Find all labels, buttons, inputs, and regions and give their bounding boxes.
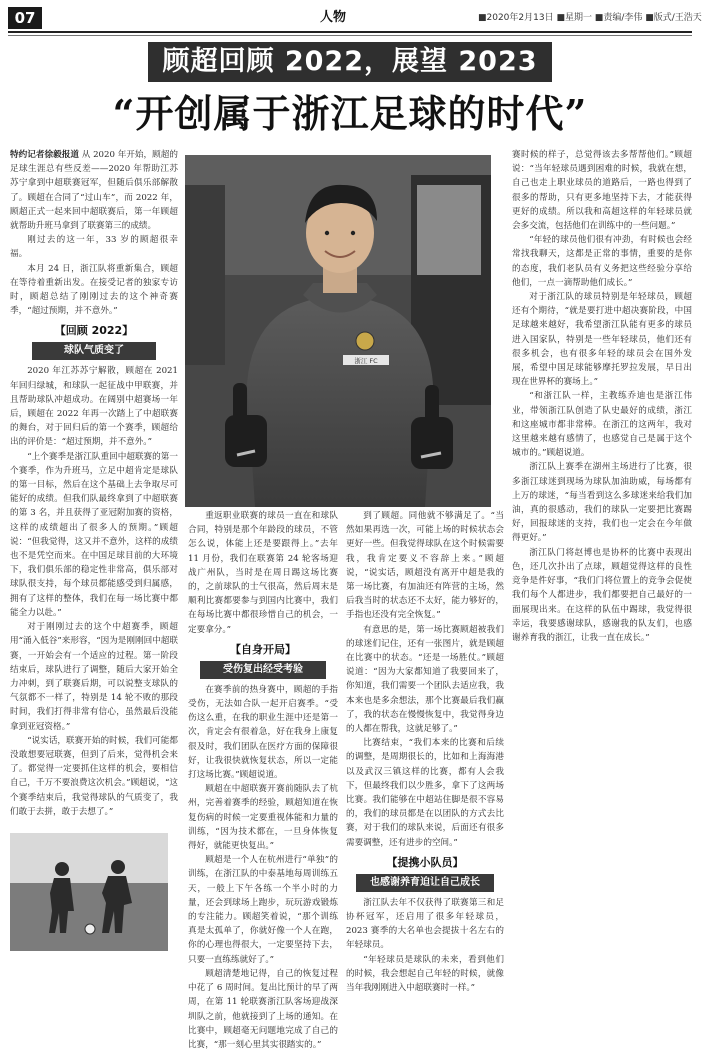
subhead-box: 也感谢养育迫让自己成长 (356, 874, 494, 892)
subhead-box: 球队气质变了 (32, 342, 156, 360)
paragraph: 对于刚刚过去的这个中超赛季，顾超用“涌入低谷”来形容，“因为是刚刚回中超联赛，一开始会有一个适应的过程。第一阶段结束后，球队进行了调整，随后大家开始全力冲刺，到了联赛后期，可以说整支球队的气氛都不一样了，特别是 14 轮不败的那段时间，我们打得非常有信心，虽然最后没能拿到亚冠资格。” (10, 622, 178, 732)
section-label: 人物 (320, 10, 347, 25)
header-rule (8, 31, 692, 33)
subhead-box: 受伤复出经受考验 (200, 661, 326, 679)
paragraph: 有意思的是，第一场比赛顾超被我们的球迷们记住，还有一张图片，就是顾超在比赛中的状态。“还是一场胜仗。”顾超说道：“因为大家都知道了我要回来了，你知道，我们需要一个团队去适应我，我本来也是多余想法，那个比赛最后我们赢了，我的状态在慢慢恢复中，我觉得身边的人都在帮我，这就足够了。” (346, 624, 504, 735)
byline: 特约记者徐毅报道 (10, 150, 79, 160)
subhead: 【回顾 2022】 (54, 324, 134, 338)
headline: “开创属于浙江足球的时代” (112, 91, 588, 136)
paragraph: 重返职业联赛的球员一直在和球队合同，特别是那个年龄段的球员，不管怎么说，体能上还是要跟得上。”去年 11 月份，我们在联赛第 24 轮客场迎战广州队，当时是在周日踢这场比赛的，之前球队的士气很高，然后周末是顺利比赛都要参与到国内比赛中，我们在每场比赛中都很珍惜自己的机会，一定要拿分。” (188, 511, 338, 635)
paragraph: “年轻球员是球队的未来，看到他们的时候，我会想起自己年轻的时候，就像当年我刚刚进入中超联赛时一样。” (346, 954, 504, 994)
paragraph: 从 2020 年开始，顾超的足球生涯总有些反差——2020 年帮助江苏苏宁拿到中超联赛冠军，但随后俱乐部解散了。顾超在合同了“过山车”，而 2022 年，顾超正式一起来回中超联赛后，第一年顾超就帮助升班马拿到了联赛第三的成绩。 (10, 150, 178, 232)
training-photo-illustration (10, 833, 168, 951)
paragraph: 对于浙江队的球员特别是年轻球员，顾超还有个期待，“就是要打进中超决赛阶段，中国足球越来越好，我希望浙江队能有更多的球员进入国家队，特别是一些年轻球员，他们还有很多机会，也有很多年轻的球员会在国外发展，希望中国足球能够摩托罗拉发展，早日出现在世界杯的赛场上。” (512, 292, 692, 388)
kicker-banner: 顾超回顾 2022，展望 2023 (148, 42, 552, 82)
article-column-2 (188, 509, 338, 1050)
paragraph: 顾超在中超联赛开赛前随队去了杭州，完善着赛季的经验，顾超知道在恢复伤病的时候一定要重视体能和力量的训练，“因为技术都在，一旦身体恢复得好，就能更快复出。” (188, 784, 338, 852)
paragraph: “年轻的球员他们很有冲劲，有时候也会经常找我聊天，这都是正常的事情，重要的是你的态度，我们老队员有义务把这些经验分享给他们，一点一滴帮助他们成长。” (512, 235, 692, 288)
issue-info: ■2020年2月13日 ■星期一 ■责编/李伟 ■版式/王浩天 (478, 13, 702, 23)
main-photo (185, 155, 491, 507)
paragraph: 浙江队去年不仅获得了联赛第三和足协杯冠军，还启用了很多年轻球员，2023 赛季的大名单也会提拔十名左右的年轻球员。 (346, 897, 504, 951)
paragraph: 比赛结束，“我们本来的比赛和后续的调整，是周期很长的，比如和上海海港以及武汉三镇这样的比赛，都有人会我下，但最终我们以少胜多，拿下了这两场比赛。我们能够在中超站住脚是很不容易的，我们的球员都是在以团队的方式去比赛，对于我们的球队来说，后面还有很多需要调整，还有进步的空间。” (346, 738, 504, 848)
subhead: 【自身开局】 (230, 642, 296, 656)
paragraph: “和浙江队一样，主教练乔迪也是浙江伟业，带领浙江队创造了队史最好的成绩，浙江和这座城市都非常棒。在浙江的这两年，我对这里越来越有感情了，也感觉自己是属于这个城市的。”顾超说道。 (512, 391, 692, 459)
subhead: 【提携小队员】 (386, 855, 464, 869)
jersey-badge-text: 浙江 FC (354, 357, 378, 365)
article-column-4 (512, 148, 692, 958)
paragraph: 顾超清楚地记得，自己的恢复过程中花了 6 周时间。复出比预计的早了两周，在第 11 轮联赛浙江队客场迎战深圳队之前，他就接到了上场的通知。在比赛中，顾超毫无问题地完成了自己的比赛，“那一刻心里其实很踏实的。” (188, 968, 338, 1050)
article-column-1 (10, 148, 178, 831)
page-number: 07 (8, 7, 42, 29)
header-rule-thin (8, 35, 692, 36)
paragraph: 浙江队门将赵博也是协杯的比赛中表现出色，还几次扑出了点球，顾超觉得这样的良性竞争是件好事，“我们门将位置上的竞争会促使我们每个人都进步，我们都要把自己最好的一面展现出来。在这样的队伍中踢球，我觉得很幸运，我要感谢球队，感谢我的队友们，也感谢养育我的浙江，让我一直在成长。” (512, 547, 692, 643)
player-photo-illustration (185, 155, 491, 507)
article-column-3 (346, 509, 504, 994)
paragraph: 刚过去的这一年，33 岁的顾超很幸福。 (10, 235, 178, 260)
training-photo (10, 833, 168, 951)
paragraph: 在赛季前的热身赛中，顾超的手指受伤，无法如合队一起开启赛季。“受伤这么重，在我的职业生涯中还是第一次，肯定会有很着急，好在我身上康复很及时，我们团队在医疗方面的保障很好，让我很快就恢复状态，所以一定能打这场比赛。”顾超说道。 (188, 684, 338, 781)
paragraph: 到了顾超。同他就不够满足了。“当然如果再选一次，可能上场的时候状态会更好一些。但我觉得球队在这个时候需要我，我肯定要义不容辞上来。”顾超说，“说实话，顾超没有离开中超是我的第一场比赛，有加油还有阵营的主场，然后我当时的状态还不太好，能力够好的，手指也还没有完全恢复。” (346, 511, 504, 621)
paragraph: 赛时候的样子，总觉得该去多帮帮他们。”顾超说：“当年轻球员遇到困难的时候，我就在想，自己也走上职业球员的道路后，一路也得到了很多的帮助，只有更多地坚持下去，才能获得更好的成绩。所以我和高超这样的年轻球员就会多交流，包括他们在训练中的一些问题。” (512, 150, 692, 232)
paragraph: 本月 24 日，浙江队将重新集合，顾超在等待着重新出发。在接受记者的独家专访时，顾超总结了刚刚过去的这个神奇赛季，“超过预期，并不意外。” (10, 263, 178, 317)
paragraph: 2020 年江苏苏宁解散，顾超在 2021 年回归绿城，和球队一起征战中甲联赛，并且帮助球队冲超成功。在阔别中超赛场一年后，顾超在 2022 年再一次踏上了中超联赛的舞台，对于回归后的第一个赛季，顾超给出的评价是：“超过预期，并不意外。” (10, 366, 178, 448)
paragraph: “上个赛季是浙江队重回中超联赛的第一个赛季，作为升班马，立足中超肯定是球队的第一目标，然后在这个基础上去争取尽可能好的成绩。但我们队最终拿到了中超联赛的第 3 名，并且获得了亚冠附加赛的资格，这样的成绩超出了很多人的预期。”顾超说：“但我觉得，这又并不意外，这样的成绩也不是凭空而来。在中国足球目前的大环境下，我们俱乐部的稳定性非常高，俱乐部对球队很支持，每个球员都能感受到归属感，拥有了这样的整体，我们在每一场比赛中都能全力以赴。” (10, 451, 178, 618)
paragraph: “说实话，联赛开始的时候，我们可能都没敢想要冠联赛，但到了后来，觉得机会来了。都觉得一定要抓住这样的机会，要相信自己，千万不要浪费这次机会。”顾超说，“这个赛季结束后，我觉得球队的气质变了，我们敢于去拼，敢于去想了。” (10, 735, 178, 817)
paragraph: 浙江队上赛季在湖州主场进行了比赛，很多浙江球迷到现场为球队加油助威，每场都有上万的球迷，“每当看到这么多球迷来给我们加油，真的很感动，我们的球队一定要把比赛踢好，回报球迷的支持，我们也一定会在今年做得更好。” (512, 462, 692, 544)
paragraph: 顾超是一个人在杭州进行“单独”的训练，在浙江队的中泰基地每周训练五天，一般上下午各练一个半小时的力量，还会到球场上跑步，玩玩游戏锻炼的专注能力。顾超笑着说，“那个训练真是太孤单了，你就好像一个人在跑，你的心理也得很大，一定要坚持下去，只要一直练练就好了。” (188, 855, 338, 965)
